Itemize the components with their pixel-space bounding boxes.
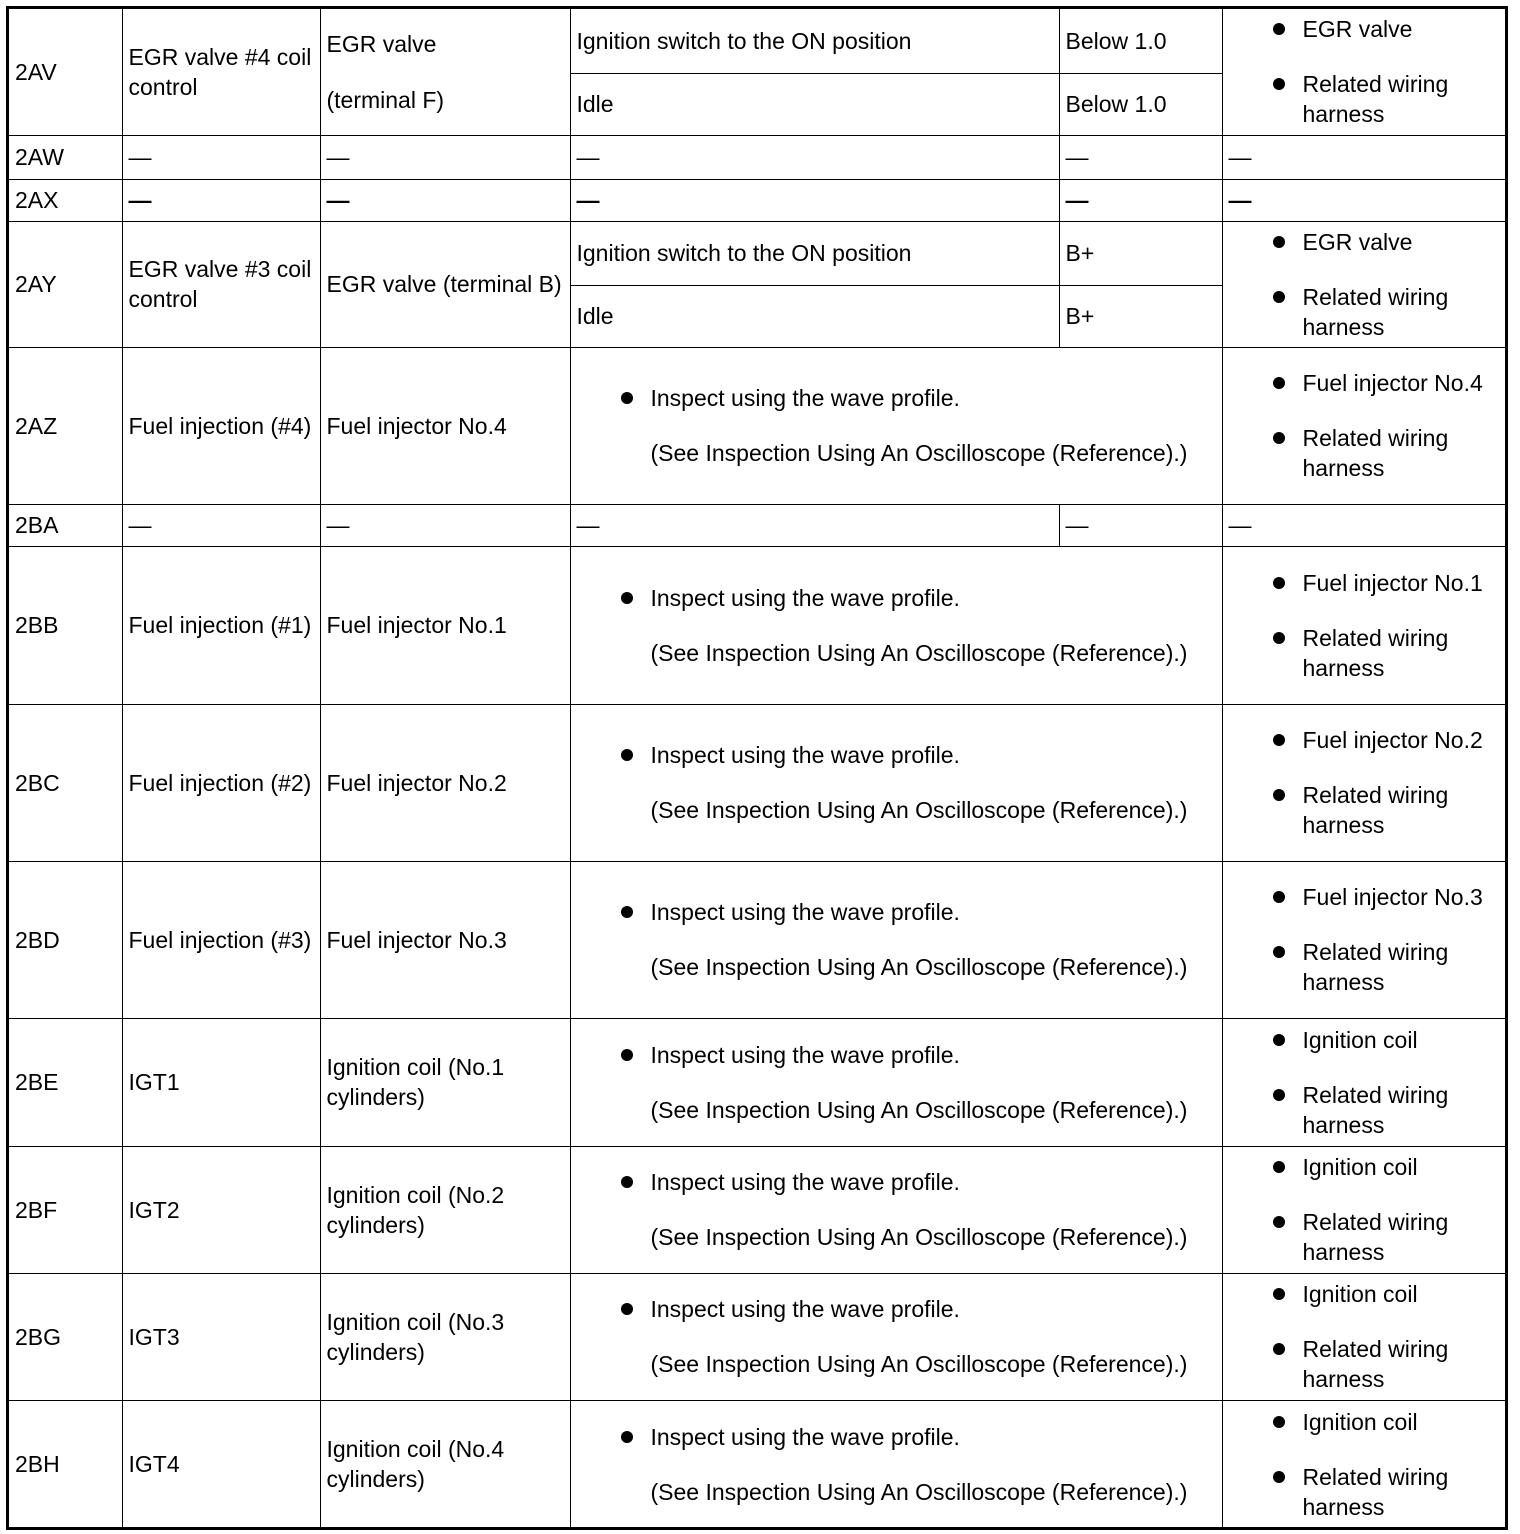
action-list	[1229, 1025, 1500, 1140]
action-item: Ignition coil	[1229, 1407, 1500, 1437]
terminal-table-page	[6, 6, 1508, 1530]
action-item: Related wiring harness	[1229, 937, 1500, 997]
connected-to-cell: EGR valve (terminal B)	[320, 221, 570, 347]
action-item: Related wiring harness	[1229, 1207, 1500, 1267]
signal-cell: Fuel injection (#1)	[122, 546, 320, 704]
terminal-cell: 2BD	[9, 861, 122, 1018]
table-row	[9, 1146, 1505, 1273]
reference-link[interactable]: (See Inspection Using An Oscilloscope (Reference).)	[650, 639, 1188, 666]
inspection-text: Inspect using the wave profile.	[650, 385, 960, 411]
action-item: Related wiring harness	[1229, 282, 1500, 342]
action-item: Fuel injector No.1	[1229, 568, 1500, 598]
empty-cell: —	[122, 135, 320, 179]
action-cell	[1222, 1146, 1505, 1273]
connected-to-cell: Fuel injector No.2	[320, 704, 570, 861]
condition-cell: Idle	[570, 285, 1059, 347]
action-cell	[1222, 9, 1505, 135]
action-list	[1229, 568, 1500, 683]
action-item: Fuel injector No.2	[1229, 725, 1500, 755]
action-cell	[1222, 1018, 1505, 1146]
condition-cell: Idle	[570, 73, 1059, 135]
signal-cell: Fuel injection (#4)	[122, 347, 320, 504]
connected-to-cell: Fuel injector No.3	[320, 861, 570, 1018]
action-item: Fuel injector No.3	[1229, 882, 1500, 912]
terminal-cell: 2BA	[9, 504, 122, 546]
terminal-cell: 2BF	[9, 1146, 122, 1273]
connected-line: EGR valve	[326, 30, 437, 57]
action-item: Related wiring harness	[1229, 69, 1500, 129]
table-row	[9, 1018, 1505, 1146]
inspection-cell	[570, 704, 1222, 861]
terminal-table	[9, 9, 1505, 1528]
signal-cell: EGR valve #3 coil control	[122, 221, 320, 347]
inspection-cell	[570, 546, 1222, 704]
terminal-cell: 2BG	[9, 1273, 122, 1400]
voltage-cell: Below 1.0	[1059, 9, 1222, 73]
inspection-text: Inspect using the wave profile.	[650, 584, 960, 611]
inspection-text: Inspect using the wave profile.	[650, 1169, 960, 1195]
bullet-icon	[621, 906, 633, 918]
empty-cell: —	[1222, 135, 1505, 179]
terminal-cell: 2AW	[9, 135, 122, 179]
action-item: EGR valve	[1229, 14, 1500, 44]
action-list	[1229, 227, 1500, 342]
bullet-icon	[621, 392, 633, 404]
reference-link[interactable]: (See Inspection Using An Oscilloscope (Reference).)	[650, 797, 1188, 823]
connected-to-cell: Fuel injector No.4	[320, 347, 570, 504]
reference-link[interactable]: (See Inspection Using An Oscilloscope (Reference).)	[650, 1478, 1188, 1505]
voltage-cell: B+	[1059, 221, 1222, 285]
bullet-icon	[621, 749, 633, 761]
action-cell	[1222, 1273, 1505, 1400]
inspection-cell	[570, 1018, 1222, 1146]
inspection-cell	[570, 1400, 1222, 1528]
connected-line: (terminal F)	[326, 86, 445, 113]
empty-cell: —	[122, 504, 320, 546]
signal-cell: IGT3	[122, 1273, 320, 1400]
inspection-cell	[570, 347, 1222, 504]
empty-cell: —	[320, 504, 570, 546]
table-row	[9, 504, 1505, 546]
action-cell	[1222, 347, 1505, 504]
inspection-text: Inspect using the wave profile.	[650, 1041, 960, 1068]
terminal-cell: 2AV	[9, 9, 122, 135]
reference-link[interactable]: (See Inspection Using An Oscilloscope (Reference).)	[650, 1351, 1188, 1377]
signal-cell: Fuel injection (#3)	[122, 861, 320, 1018]
inspection-text: Inspect using the wave profile.	[650, 1423, 960, 1450]
terminal-cell: 2AX	[9, 179, 122, 221]
empty-cell: —	[1059, 135, 1222, 179]
table-row	[9, 704, 1505, 861]
voltage-cell: B+	[1059, 285, 1222, 347]
action-item: Related wiring harness	[1229, 1334, 1500, 1394]
action-item: Fuel injector No.4	[1229, 368, 1500, 398]
table-row	[9, 347, 1505, 504]
signal-cell: EGR valve #4 coil control	[122, 9, 320, 135]
connected-to-cell: Fuel injector No.1	[320, 546, 570, 704]
bullet-icon	[621, 1176, 633, 1188]
action-item: Ignition coil	[1229, 1025, 1500, 1055]
action-cell	[1222, 861, 1505, 1018]
action-list	[1229, 1407, 1500, 1522]
bullet-icon	[621, 1303, 633, 1315]
action-item: Related wiring harness	[1229, 1462, 1500, 1522]
action-item: Related wiring harness	[1229, 1080, 1500, 1140]
signal-cell: IGT4	[122, 1400, 320, 1528]
action-cell	[1222, 546, 1505, 704]
signal-cell: IGT2	[122, 1146, 320, 1273]
reference-link[interactable]: (See Inspection Using An Oscilloscope (Reference).)	[650, 440, 1188, 466]
table-row	[9, 135, 1505, 179]
table-row	[9, 546, 1505, 704]
table-row	[9, 179, 1505, 221]
terminal-cell: 2AY	[9, 221, 122, 347]
connected-to-cell: Ignition coil (No.1 cylinders)	[320, 1018, 570, 1146]
terminal-cell: 2BB	[9, 546, 122, 704]
action-item: EGR valve	[1229, 227, 1500, 257]
action-list	[1229, 1279, 1500, 1394]
action-list	[1229, 1152, 1500, 1267]
condition-cell: Ignition switch to the ON position	[570, 9, 1059, 73]
inspection-cell	[570, 1146, 1222, 1273]
action-list	[1229, 14, 1500, 129]
action-item: Related wiring harness	[1229, 780, 1500, 840]
empty-cell: —	[570, 179, 1059, 221]
connected-to-cell: Ignition coil (No.2 cylinders)	[320, 1146, 570, 1273]
inspection-text: Inspect using the wave profile.	[650, 899, 960, 925]
action-item: Related wiring harness	[1229, 623, 1500, 683]
signal-cell: Fuel injection (#2)	[122, 704, 320, 861]
action-list	[1229, 882, 1500, 997]
empty-cell: —	[1059, 179, 1222, 221]
bullet-icon	[621, 592, 633, 604]
table-row	[9, 221, 1505, 285]
table-row	[9, 1400, 1505, 1528]
terminal-cell: 2BH	[9, 1400, 122, 1528]
signal-cell: IGT1	[122, 1018, 320, 1146]
action-list	[1229, 725, 1500, 840]
action-cell	[1222, 704, 1505, 861]
inspection-text: Inspect using the wave profile.	[650, 1296, 960, 1322]
terminal-cell: 2BC	[9, 704, 122, 861]
table-row	[9, 1273, 1505, 1400]
connected-to-cell: Ignition coil (No.3 cylinders)	[320, 1273, 570, 1400]
voltage-cell: Below 1.0	[1059, 73, 1222, 135]
empty-cell: —	[320, 135, 570, 179]
action-cell	[1222, 221, 1505, 347]
connected-to-cell	[320, 9, 570, 135]
action-item: Ignition coil	[1229, 1152, 1500, 1182]
inspection-cell	[570, 1273, 1222, 1400]
action-list	[1229, 368, 1500, 483]
empty-cell: —	[1059, 504, 1222, 546]
reference-link[interactable]: (See Inspection Using An Oscilloscope (Reference).)	[650, 1096, 1188, 1123]
empty-cell: —	[320, 179, 570, 221]
bullet-icon	[621, 1431, 633, 1443]
empty-cell: —	[1222, 179, 1505, 221]
empty-cell: —	[570, 504, 1059, 546]
action-item: Ignition coil	[1229, 1279, 1500, 1309]
empty-cell: —	[122, 179, 320, 221]
condition-cell: Ignition switch to the ON position	[570, 221, 1059, 285]
terminal-cell: 2AZ	[9, 347, 122, 504]
table-row	[9, 9, 1505, 73]
table-row	[9, 861, 1505, 1018]
reference-link[interactable]: (See Inspection Using An Oscilloscope (Reference).)	[650, 1224, 1188, 1250]
reference-link[interactable]: (See Inspection Using An Oscilloscope (Reference).)	[650, 954, 1188, 980]
action-item: Related wiring harness	[1229, 423, 1500, 483]
inspection-cell	[570, 861, 1222, 1018]
inspection-text: Inspect using the wave profile.	[650, 742, 960, 768]
terminal-cell: 2BE	[9, 1018, 122, 1146]
empty-cell: —	[1222, 504, 1505, 546]
action-cell	[1222, 1400, 1505, 1528]
bullet-icon	[621, 1049, 633, 1061]
empty-cell: —	[570, 135, 1059, 179]
connected-to-cell: Ignition coil (No.4 cylinders)	[320, 1400, 570, 1528]
